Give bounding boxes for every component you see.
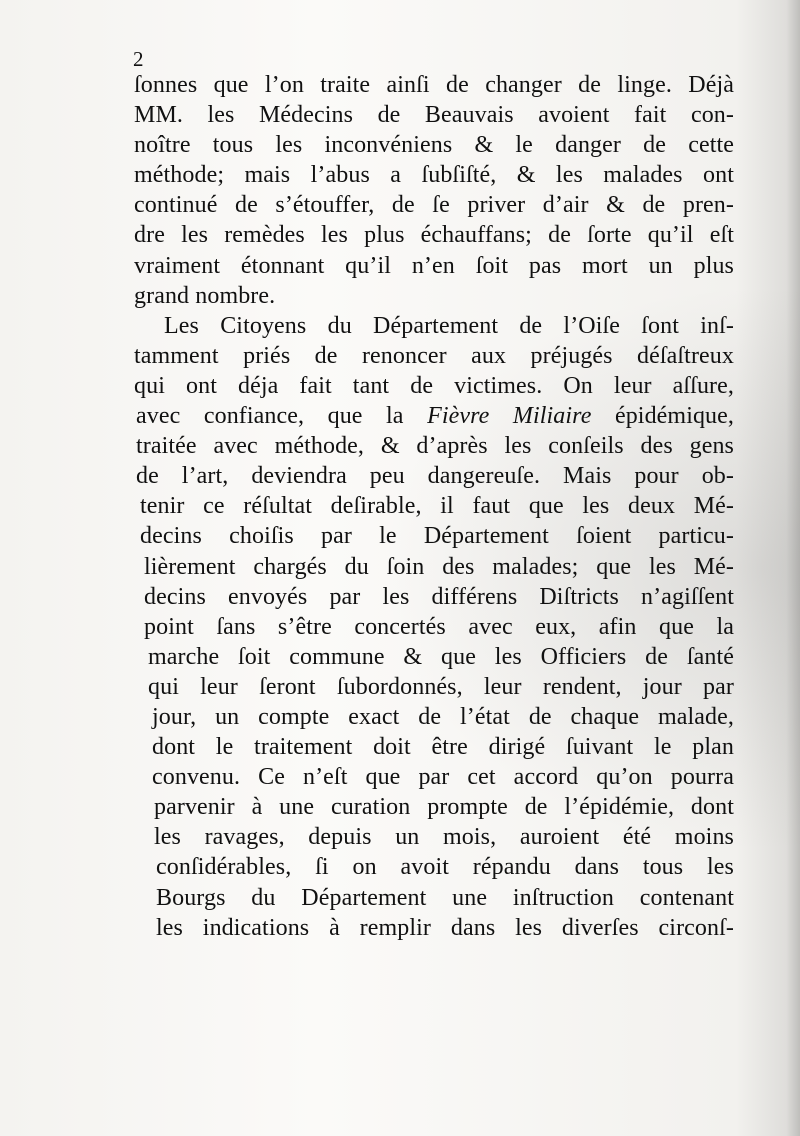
- page-number: 2: [133, 47, 144, 71]
- text-fragment: avec confiance, que la: [136, 403, 404, 430]
- text-line: marche ſoit commune & que les Officiers de ſanté: [148, 643, 734, 670]
- text-line: qui leur ſeront ſubordonnés, leur rendent, jour par: [148, 673, 734, 700]
- text-line: MM. les Médecins de Beauvais avoient fait con-: [134, 102, 734, 129]
- text-line: [136, 401, 734, 431]
- text-line: de l’art, deviendra peu dangereuſe. Mais pour ob-: [136, 463, 734, 490]
- text-line: grand nombre.: [134, 282, 276, 309]
- text-line: tenir ce réſultat deſirable, il faut que les deux Mé-: [140, 493, 734, 520]
- text-line: lièrement chargés du ſoin des malades; que les Mé-: [144, 553, 734, 580]
- text-line: ſonnes que l’on traite ainſi de changer de linge. Déjà: [134, 72, 734, 98]
- text-fragment: épidémique,: [614, 403, 735, 430]
- text-line: conſidérables, ſi on avoit répandu dans tous les: [156, 854, 734, 881]
- text-line: noître tous les inconvéniens & le danger de cette: [134, 132, 734, 159]
- text-line: decins choiſis par le Département ſoient particu-: [140, 523, 734, 550]
- text-line: les indications à remplir dans les diverſes circonſ-: [156, 914, 734, 941]
- text-line: jour, un compte exact de l’état de chaque malade,: [152, 703, 734, 730]
- text-line: méthode; mais l’abus a ſubſiſté, & les malades ont: [134, 162, 734, 189]
- italic-term: Fièvre Miliaire: [427, 403, 592, 430]
- text-line: dre les remèdes les plus échauffans; de ſorte qu’il eſt: [134, 222, 734, 249]
- text-line: tamment priés de renoncer aux préjugés déſaſtreux: [134, 342, 734, 369]
- text-line: continué de s’étouffer, de ſe priver d’air & de pren-: [134, 192, 734, 219]
- paragraph-first-line: Les Citoyens du Département de l’Oiſe ſont inſ-: [164, 312, 734, 339]
- page-spine-shadow: [786, 0, 800, 1136]
- text-line: qui ont déja fait tant de victimes. On leur aſſure,: [134, 372, 734, 399]
- text-line: Bourgs du Département une inſtruction contenant: [156, 884, 734, 911]
- text-line: parvenir à une curation prompte de l’épidémie, dont: [154, 794, 734, 821]
- text-line: dont le traitement doit être dirigé ſuivant le plan: [152, 734, 734, 761]
- text-line: les ravages, depuis un mois, auroient été moins: [154, 824, 734, 851]
- text-line: vraiment étonnant qu’il n’en ſoit pas mort un plus: [134, 252, 734, 279]
- text-line: decins envoyés par les différens Diſtricts n’agiſſent: [144, 583, 734, 610]
- text-line: point ſans s’être concertés avec eux, afin que la: [144, 613, 734, 640]
- body-text: [134, 70, 734, 943]
- text-line: convenu. Ce n’eſt que par cet accord qu’on pourra: [152, 764, 734, 791]
- text-line: traitée avec méthode, & d’après les conſeils des gens: [136, 433, 734, 460]
